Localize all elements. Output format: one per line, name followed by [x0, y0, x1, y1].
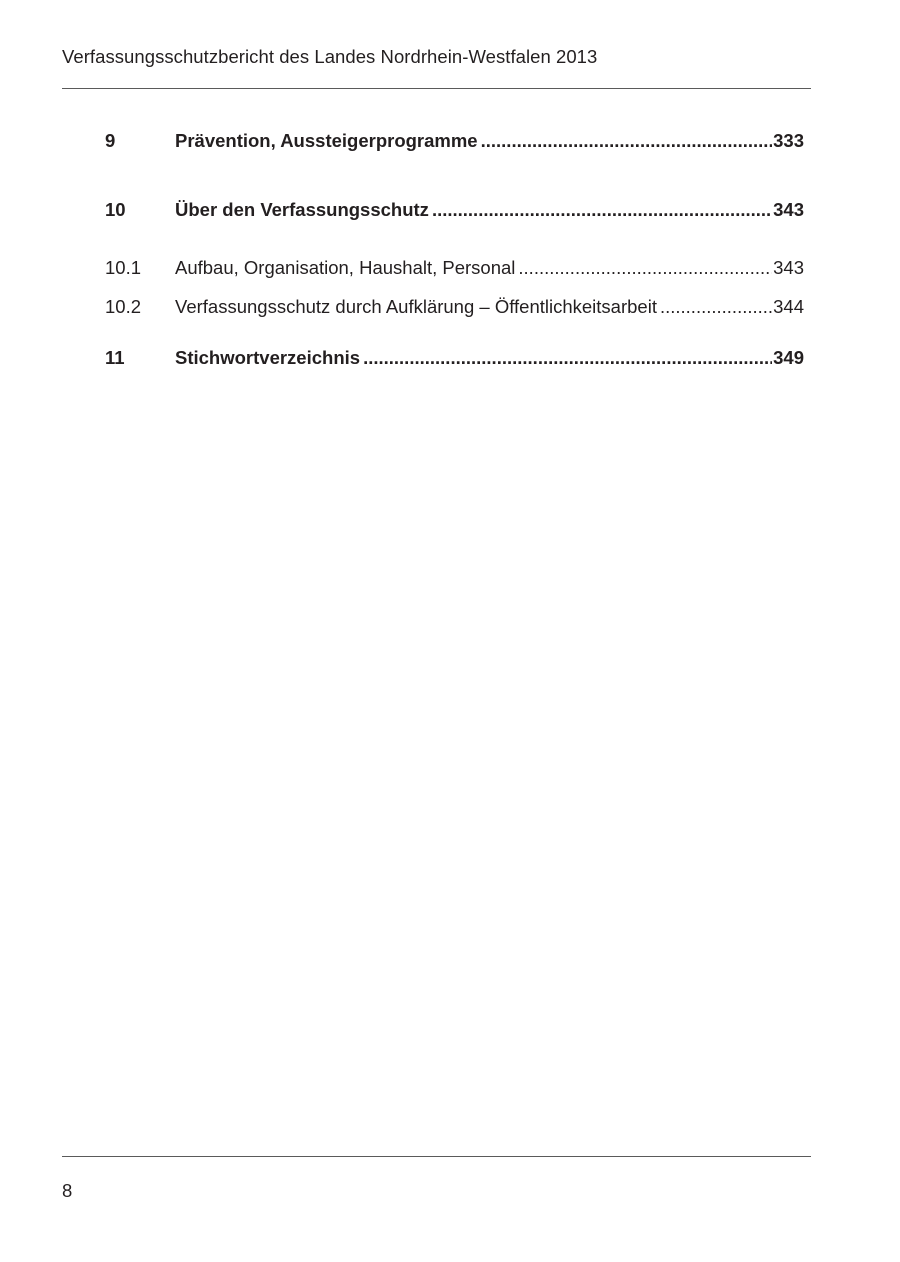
- toc-dot-leader: [660, 295, 772, 319]
- toc-entry-11[interactable]: [105, 346, 804, 370]
- toc-entry-10-2[interactable]: [105, 295, 804, 319]
- toc-entry-number: 10.1: [105, 257, 142, 278]
- header-rule: [62, 88, 811, 89]
- toc-dot-leader: [363, 346, 772, 370]
- toc-entry-number: 9: [105, 130, 116, 151]
- toc-entry-9[interactable]: [105, 129, 804, 153]
- toc-entry-10-1[interactable]: [105, 256, 804, 280]
- toc-dot-leader: [432, 198, 772, 222]
- toc-dot-leader: [518, 256, 772, 280]
- toc-entry-page: 343: [773, 257, 804, 278]
- toc-entry-page: 343: [773, 199, 804, 220]
- toc-entry-page: 333: [773, 130, 804, 151]
- toc-entry-10[interactable]: [105, 198, 804, 222]
- toc-entry-number: 11: [105, 347, 125, 368]
- toc-dot-leader: [481, 129, 773, 153]
- page-number: 8: [62, 1180, 73, 1201]
- toc-entry-title: Verfassungsschutz durch Aufklärung – Öffentlichkeitsarbeit: [175, 296, 657, 317]
- footer-rule: [62, 1156, 811, 1157]
- page-header-title: Verfassungsschutzbericht des Landes Nordrhein-Westfalen 2013: [62, 46, 598, 67]
- toc-entry-title: Stichwortverzeichnis: [175, 347, 361, 368]
- toc-entry-page: 349: [773, 347, 804, 368]
- toc-entry-page: 344: [773, 296, 804, 317]
- toc-entry-title: Aufbau, Organisation, Haushalt, Personal: [175, 257, 516, 278]
- toc-entry-number: 10: [105, 199, 126, 220]
- toc-entry-number: 10.2: [105, 296, 142, 317]
- toc-entry-title: Prävention, Aussteigerprogramme: [175, 130, 478, 151]
- toc-entry-title: Über den Verfassungsschutz: [175, 199, 429, 220]
